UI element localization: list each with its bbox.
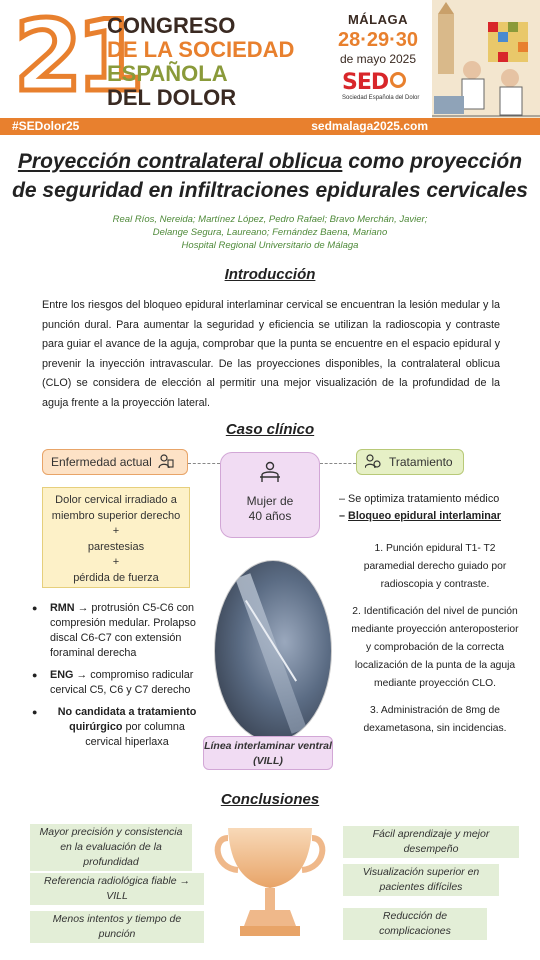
poster-title-underlined: Proyección contralateral oblicua xyxy=(17,150,343,173)
congress-line-3: ESPAÑOLA xyxy=(107,61,228,86)
image-caption-line-2: (VILL) xyxy=(253,755,283,767)
authors-block xyxy=(30,213,510,252)
affiliation: Hospital Regional Universitario de Málaga xyxy=(181,240,359,251)
congress-line-1: CONGRESO xyxy=(107,13,236,38)
treatment-dash: – xyxy=(339,510,349,522)
findings-list xyxy=(32,601,204,757)
congress-location xyxy=(332,12,424,66)
patient-line-1: Mujer de xyxy=(246,494,294,508)
finding-label: No candidata a tratamiento quirúrgico xyxy=(57,706,197,733)
procedure-steps xyxy=(350,540,520,746)
symptom-plus: + xyxy=(112,525,120,537)
finding-text: → protrusión C5-C6 con compresión medular. Prolapso discal C6-C7 con extensión foraminal derecha xyxy=(50,602,196,659)
authors-line-1: Real Ríos, Nereida; Martínez López, Pedro Rafael; Bravo Merchán, Javier; xyxy=(112,214,428,225)
image-caption-line-1: Línea interlaminar ventral xyxy=(204,740,332,752)
conclusion-item: Referencia radiológica fiable → VILL xyxy=(30,873,204,905)
poster-title xyxy=(10,147,530,205)
city-name: MÁLAGA xyxy=(347,12,409,27)
authors-line-2: Delange Segura, Laureano; Fernández Baena, Mariano xyxy=(152,227,388,238)
enfermedad-actual-text: Enfermedad actual xyxy=(51,455,152,469)
congress-line-4: DEL DOLOR xyxy=(107,85,237,110)
connector-right xyxy=(320,463,356,464)
procedure-step: 2. Identificación del nivel de punción mediante proyección anteroposterior y comprobación de la correcta localización de la punta de la aguja mediante proyección CLO. xyxy=(351,605,519,690)
congress-month: de mayo 2025 xyxy=(339,52,417,66)
header-bar xyxy=(0,118,540,135)
person-clipboard-icon xyxy=(158,453,174,472)
sed-logo xyxy=(342,70,424,101)
treatment-line-2 xyxy=(339,508,515,525)
congress-number-text: 21 xyxy=(14,0,139,114)
symptom-line: Dolor cervical irradiado a xyxy=(55,494,177,506)
treatment-block xyxy=(335,491,515,525)
symptom-line: pérdida de fuerza xyxy=(73,571,159,584)
finding-label: ENG xyxy=(50,669,74,681)
procedure-step: 1. Punción epidural T1- T2 paramedial derecho guiado por radioscopia y contraste. xyxy=(363,543,507,591)
conclusion-item: Fácil aprendizaje y mejor desempeño xyxy=(343,826,519,858)
finding-item xyxy=(32,668,204,698)
patient-icon xyxy=(221,461,319,488)
patient-line-2: 40 años xyxy=(248,509,292,523)
conclusion-item: Mayor precisión y consistencia en la evaluación de la profundidad xyxy=(30,824,192,871)
intro-heading: Introducción xyxy=(224,266,316,283)
xray-spine xyxy=(235,573,306,734)
symptom-plus: + xyxy=(112,556,120,568)
hashtag: #SEDolor25 xyxy=(12,119,80,133)
poster-title-rest: como proyección de seguridad en infiltraciones epidurales cervicales xyxy=(12,150,528,202)
congress-header xyxy=(0,0,540,118)
finding-text: por columna cervical hiperlaxa xyxy=(85,721,185,748)
symptom-line: parestesias xyxy=(87,540,145,553)
symptom-line: miembro superior derecho xyxy=(51,509,181,522)
sed-logo-subtitle: Sociedad Española del Dolor xyxy=(342,95,420,101)
finding-item xyxy=(32,601,204,661)
sed-logo-text: SED xyxy=(342,70,389,95)
image-caption xyxy=(203,736,333,770)
connector-left xyxy=(188,463,220,464)
treatment-line-1: – Se optimiza tratamiento médico xyxy=(339,493,500,505)
procedure-step: 3. Administración de 8mg de dexametasona, sin incidencias. xyxy=(363,704,507,734)
conclusion-item: Menos intentos y tiempo de punción xyxy=(30,911,204,943)
treatment-procedure: Bloqueo epidural interlaminar xyxy=(348,510,501,522)
patient-box xyxy=(220,452,320,538)
congress-line-2: DE LA SOCIEDAD xyxy=(107,37,295,62)
tratamiento-label xyxy=(356,449,464,475)
symptoms-box xyxy=(42,487,190,588)
event-illustration xyxy=(432,0,540,118)
enfermedad-actual-label xyxy=(42,449,188,475)
finding-item xyxy=(32,705,204,750)
congress-name xyxy=(107,14,294,110)
tratamiento-text: Tratamiento xyxy=(389,455,453,469)
trophy-icon xyxy=(210,822,330,942)
congress-dates: 28·29·30 xyxy=(337,29,419,51)
sed-logo-ring-icon xyxy=(390,72,406,88)
person-settings-icon xyxy=(365,453,381,472)
conclusion-item: Visualización superior en pacientes difíciles xyxy=(343,864,499,896)
conclusion-item: Reducción de complicaciones xyxy=(343,908,487,940)
website-link[interactable]: sedmalaga2025.com xyxy=(311,119,428,133)
finding-text: → compromiso radicular cervical C5, C6 y C7 derecho xyxy=(50,669,194,696)
intro-text: Entre los riesgos del bloqueo epidural interlaminar cervical se encuentran la lesión medular y la punción dural. Para aumentar la seguridad y eficiencia se utilizan la radioscopia y contraste para guiar el avance de la aguja, comprobar que la punta se encuentre en el espacio epidural y prevenir la inyección intravascular. De las proyecciones disponibles, la contralateral oblicua (CLO) se considera de elección al permitir una mejor visualización de la profundidad de la aguja frente a la proyección lateral. xyxy=(42,299,500,409)
finding-label: RMN xyxy=(50,602,75,614)
case-heading: Caso clínico xyxy=(225,421,315,438)
fluoroscopy-image xyxy=(214,560,332,742)
conclusions-heading: Conclusiones xyxy=(220,791,320,808)
